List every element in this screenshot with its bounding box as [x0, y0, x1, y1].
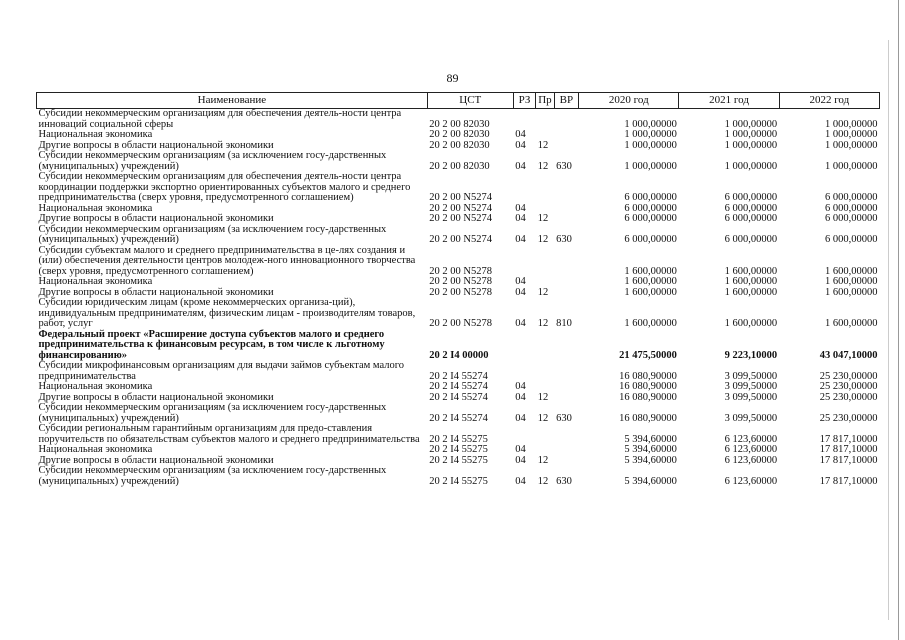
table-row	[37, 298, 880, 330]
row-rz	[513, 246, 536, 278]
row-vr	[554, 214, 579, 225]
row-value-2021: 1 000,00000	[724, 129, 778, 140]
header-pr: Пр	[536, 93, 554, 109]
row-name: Национальная экономика	[38, 444, 153, 455]
row-value-2021: 6 000,00000	[724, 213, 778, 224]
row-name: Национальная экономика	[38, 129, 153, 140]
row-pr	[536, 246, 554, 278]
row-name: Субсидии некоммерческим организациям для обеспечения деятель-ности центра координации поддержки экспортно ориентированных субъектов малого и среднего предпринимательства (сверх уровня, предусмотренного соглашением)	[38, 171, 411, 203]
header-rz: РЗ	[513, 93, 536, 109]
row-rz	[513, 172, 536, 204]
row-rz: 04	[515, 129, 526, 140]
row-pr	[536, 382, 554, 393]
row-value-2021: 1 600,00000	[724, 286, 778, 298]
row-value-2022: 1 000,00000	[825, 129, 878, 140]
row-cst: 20 2 I4 55274	[429, 412, 488, 424]
row-value-2020: 1 600,00000	[624, 265, 677, 277]
row-vr	[554, 382, 579, 393]
row-rz: 04	[515, 276, 526, 287]
row-value-2020: 1 000,00000	[624, 118, 677, 130]
row-value-2020: 5 394,60000	[624, 444, 677, 455]
row-value-2022: 25 230,00000	[819, 412, 878, 424]
row-value-2022: 1 600,00000	[825, 318, 878, 329]
row-rz: 04	[515, 213, 526, 224]
row-rz: 04	[515, 381, 526, 392]
row-value-2020: 6 000,00000	[624, 234, 677, 245]
row-name: Субсидии некоммерческим организациям (за исключением госу-дарственных (муниципальных) учреждений)	[38, 402, 387, 424]
row-value-2022: 1 000,00000	[825, 160, 878, 172]
row-name: Другие вопросы в области национальной экономики	[38, 139, 274, 151]
row-rz	[513, 109, 536, 131]
row-pr	[536, 361, 554, 382]
row-name: Другие вопросы в области национальной экономики	[38, 213, 274, 224]
page-edge-shadow	[888, 40, 889, 620]
row-cst: 20 2 I4 55274	[429, 381, 488, 392]
row-value-2021: 6 000,00000	[724, 234, 778, 245]
row-value-2022: 1 000,00000	[825, 139, 878, 151]
row-cst: 20 2 00 N5278	[429, 265, 493, 277]
row-name: Национальная экономика	[38, 381, 153, 392]
row-vr: 630	[556, 412, 572, 424]
row-value-2020: 1 600,00000	[624, 318, 677, 329]
row-name: Субсидии микрофинансовым организациям для выдачи займов субъектам малого предпринимательства	[38, 360, 404, 382]
row-pr	[536, 445, 554, 456]
table-row	[37, 382, 880, 393]
row-value-2020: 5 394,60000	[624, 454, 677, 466]
row-cst: 20 2 00 82030	[429, 160, 490, 172]
row-pr: 12	[537, 160, 549, 172]
row-rz: 04	[515, 444, 526, 455]
table-row	[37, 246, 880, 278]
budget-table	[36, 92, 880, 487]
row-vr	[554, 288, 579, 299]
row-value-2020: 21 475,50000	[619, 349, 677, 361]
row-cst: 20 2 00 N5274	[429, 234, 493, 245]
table-row	[37, 361, 880, 382]
table-row	[37, 172, 880, 204]
row-vr	[554, 109, 579, 131]
row-value-2022: 6 000,00000	[825, 192, 878, 203]
row-value-2020: 16 080,90000	[619, 391, 677, 403]
row-cst: 20 2 00 82030	[429, 139, 490, 151]
row-cst: 20 2 00 82030	[429, 129, 490, 140]
table-row	[37, 214, 880, 225]
row-rz: 04	[515, 139, 526, 151]
row-value-2020: 6 000,00000	[624, 202, 677, 214]
row-value-2022: 1 600,00000	[825, 286, 878, 298]
row-vr: 630	[556, 234, 572, 245]
row-rz	[513, 330, 536, 362]
header-vr: ВР	[554, 93, 579, 109]
row-value-2021: 3 099,50000	[724, 391, 778, 403]
row-rz: 04	[515, 475, 526, 487]
row-name: Другие вопросы в области национальной экономики	[38, 286, 274, 298]
row-name: Национальная экономика	[38, 202, 153, 214]
row-value-2021: 1 600,00000	[724, 276, 778, 287]
row-value-2022: 6 000,00000	[825, 234, 878, 245]
row-vr	[554, 130, 579, 141]
row-value-2020: 6 000,00000	[624, 192, 677, 203]
row-value-2020: 1 000,00000	[624, 160, 677, 172]
row-value-2020: 5 394,60000	[624, 433, 677, 445]
row-vr: 630	[556, 475, 572, 487]
row-value-2021: 6 000,00000	[724, 202, 778, 214]
row-cst: 20 2 I4 55274	[429, 391, 488, 403]
row-value-2020: 5 394,60000	[624, 475, 677, 487]
row-cst: 20 2 00 N5278	[429, 286, 493, 298]
row-rz: 04	[515, 234, 526, 245]
row-pr	[536, 277, 554, 288]
row-cst: 20 2 00 82030	[429, 118, 490, 130]
row-name: Национальная экономика	[38, 276, 153, 287]
row-value-2022: 6 000,00000	[825, 202, 878, 214]
row-name: Другие вопросы в области национальной экономики	[38, 454, 274, 466]
row-cst: 20 2 I4 00000	[429, 349, 489, 361]
table-row	[37, 445, 880, 456]
header-cst: ЦСТ	[427, 93, 513, 109]
row-value-2021: 1 000,00000	[724, 118, 778, 130]
row-vr	[554, 141, 579, 152]
row-vr: 810	[556, 318, 572, 329]
header-2020: 2020 год	[579, 93, 679, 109]
row-value-2021: 6 123,60000	[724, 454, 778, 466]
row-name: Субсидии некоммерческим организациям для обеспечения деятель-ности центра инноваций социальной сферы	[38, 108, 402, 130]
table-row	[37, 225, 880, 246]
row-cst: 20 2 I4 55275	[429, 475, 488, 487]
table-row	[37, 130, 880, 141]
row-value-2020: 1 600,00000	[624, 276, 677, 287]
row-cst: 20 2 00 N5278	[429, 318, 493, 329]
row-value-2022: 17 817,10000	[819, 454, 878, 466]
row-rz	[513, 424, 536, 445]
row-value-2021: 1 600,00000	[724, 318, 778, 329]
row-name: Федеральный проект «Расширение доступа субъектов малого и среднего предпринимательства к финансовым ресурсам, в том числе к льготному финансированию»	[38, 328, 385, 361]
row-pr: 12	[537, 454, 549, 466]
row-value-2022: 1 000,00000	[825, 118, 878, 130]
row-rz: 04	[515, 318, 526, 329]
row-value-2022: 43 047,10000	[819, 349, 878, 361]
row-value-2022: 1 600,00000	[825, 265, 878, 277]
row-value-2022: 25 230,00000	[819, 381, 878, 392]
row-value-2020: 1 600,00000	[624, 286, 677, 298]
row-rz: 04	[515, 160, 526, 172]
row-pr	[536, 130, 554, 141]
row-pr	[536, 424, 554, 445]
row-value-2021: 6 123,60000	[724, 444, 778, 455]
row-name: Другие вопросы в области национальной экономики	[38, 391, 274, 403]
row-name: Субсидии субъектам малого и среднего предпринимательства в це-лях создания и (или) обеспечения деятельности центров молодеж-ного инновационного творчества (сверх уровня, предусмотренного соглашением)	[38, 244, 416, 277]
row-value-2020: 6 000,00000	[624, 213, 677, 224]
row-rz	[513, 361, 536, 382]
row-name: Субсидии юридическим лицам (кроме некоммерческих организа-ций), индивидуальным предпринимателям, физическим лицам - производителям товаров, работ, услуг	[38, 297, 416, 329]
row-pr: 12	[537, 475, 549, 487]
row-rz: 04	[515, 391, 526, 403]
row-value-2022: 1 600,00000	[825, 276, 878, 287]
row-value-2021: 3 099,50000	[724, 381, 778, 392]
table-body	[37, 109, 880, 488]
row-pr: 12	[537, 318, 549, 329]
row-value-2021: 3 099,50000	[724, 412, 778, 424]
row-vr	[554, 277, 579, 288]
table-row	[37, 151, 880, 172]
row-name: Субсидии некоммерческим организациям (за исключением госу-дарственных (муниципальных) учреждений)	[38, 465, 387, 487]
row-vr	[554, 172, 579, 204]
row-vr	[554, 330, 579, 362]
row-pr: 12	[537, 391, 549, 403]
row-value-2020: 16 080,90000	[619, 412, 677, 424]
row-name: Субсидии региональным гарантийным организациям для предо-ставления поручительств по обязательствам субъектов малого и среднего предпринимательства	[38, 423, 420, 445]
row-value-2021: 1 000,00000	[724, 160, 778, 172]
row-value-2022: 17 817,10000	[819, 433, 878, 445]
table-row	[37, 403, 880, 424]
row-cst: 20 2 00 N5274	[429, 192, 493, 203]
page-number: 89	[446, 71, 459, 85]
row-vr: 630	[556, 160, 572, 172]
row-cst: 20 2 00 N5274	[429, 213, 493, 224]
row-rz: 04	[515, 202, 526, 214]
row-pr	[536, 330, 554, 362]
page-edge	[898, 0, 899, 640]
row-rz: 04	[515, 412, 526, 424]
row-value-2021: 6 123,60000	[724, 433, 778, 445]
row-cst: 20 2 I4 55274	[429, 370, 488, 382]
row-name: Субсидии некоммерческим организациям (за исключением госу-дарственных (муниципальных) учреждений)	[38, 150, 387, 172]
row-cst: 20 2 00 N5274	[429, 202, 493, 214]
row-vr	[554, 393, 579, 404]
row-name: Субсидии некоммерческим организациям (за исключением госу-дарственных (муниципальных) учреждений)	[38, 223, 387, 245]
row-value-2020: 1 000,00000	[624, 129, 677, 140]
row-value-2021: 1 000,00000	[724, 139, 778, 151]
row-value-2021: 6 123,60000	[724, 475, 778, 487]
row-pr: 12	[537, 213, 549, 224]
row-value-2021: 1 600,00000	[724, 265, 778, 277]
table-row	[37, 277, 880, 288]
row-vr	[554, 424, 579, 445]
header-2022: 2022 год	[779, 93, 879, 109]
row-vr	[554, 246, 579, 278]
row-value-2022: 25 230,00000	[819, 370, 878, 382]
row-value-2020: 1 000,00000	[624, 139, 677, 151]
row-pr: 12	[537, 139, 549, 151]
row-value-2020: 16 080,90000	[619, 381, 677, 392]
table-row	[37, 109, 880, 131]
table-row	[37, 424, 880, 445]
row-value-2022: 17 817,10000	[819, 444, 878, 455]
row-value-2021: 9 223,10000	[724, 349, 778, 361]
row-value-2021: 6 000,00000	[724, 192, 778, 203]
row-value-2020: 16 080,90000	[619, 370, 677, 382]
row-value-2022: 25 230,00000	[819, 391, 878, 403]
header-2021: 2021 год	[679, 93, 779, 109]
row-vr	[554, 456, 579, 467]
row-cst: 20 2 I4 55275	[429, 454, 488, 466]
table-row	[37, 330, 880, 362]
header-name: Наименование	[37, 93, 428, 109]
row-rz: 04	[515, 454, 526, 466]
row-value-2021: 3 099,50000	[724, 370, 778, 382]
row-pr	[536, 109, 554, 131]
row-pr: 12	[537, 286, 549, 298]
row-pr	[536, 172, 554, 204]
row-rz: 04	[515, 286, 526, 298]
row-pr: 12	[537, 412, 549, 424]
table-row	[37, 466, 880, 487]
row-pr: 12	[537, 234, 549, 245]
row-cst: 20 2 I4 55275	[429, 433, 488, 445]
table-header-row	[37, 93, 880, 109]
row-vr	[554, 445, 579, 456]
row-vr	[554, 204, 579, 215]
row-value-2022: 6 000,00000	[825, 213, 878, 224]
row-cst: 20 2 I4 55275	[429, 444, 488, 455]
row-cst: 20 2 00 N5278	[429, 276, 493, 287]
row-vr	[554, 361, 579, 382]
row-value-2022: 17 817,10000	[819, 475, 878, 487]
